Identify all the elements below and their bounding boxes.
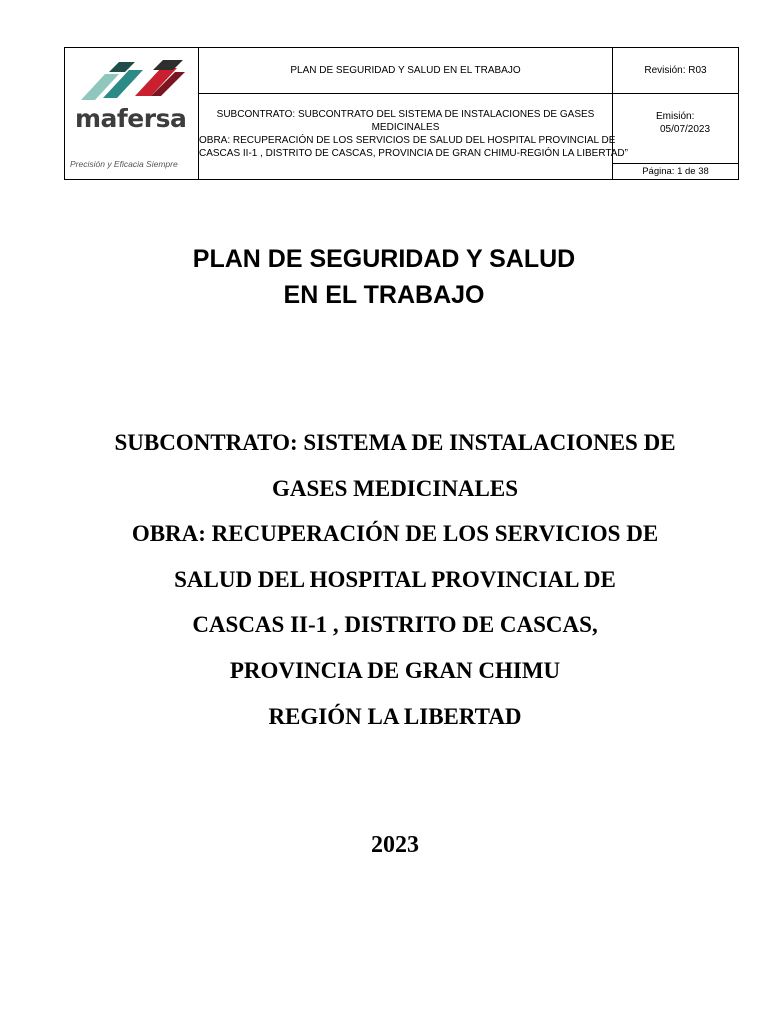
emission-date: 05/07/2023 [660, 124, 711, 135]
project-line: REGIÓN LA LIBERTAD [268, 703, 522, 729]
project-line: OBRA: RECUPERACIÓN DE LOS SERVICIOS DE [131, 521, 659, 547]
project-description [0, 420, 768, 739]
logo-cell [65, 48, 199, 179]
project-line: GASES MEDICINALES [271, 475, 519, 501]
logo-wordmark: mafersa [75, 104, 187, 133]
emission-label: Emisión: [656, 111, 695, 122]
main-title-line: PLAN DE SEGURIDAD Y SALUD [192, 245, 576, 273]
main-title [0, 241, 768, 313]
project-line: SUBCONTRATO: SISTEMA DE INSTALACIONES DE [114, 430, 676, 455]
project-line: PROVINCIA DE GRAN CHIMU [229, 657, 561, 683]
main-title-line: EN EL TRABAJO [283, 281, 485, 309]
header-page-number: Página: 1 de 38 [642, 166, 709, 177]
header-subcontract-line: OBRA: RECUPERACIÓN DE LOS SERVICIOS DE SALUD DEL HOSPITAL PROVINCIAL DE [199, 135, 616, 146]
document-header-table [64, 47, 739, 180]
header-emission [613, 94, 738, 164]
header-doc-title: PLAN DE SEGURIDAD Y SALUD EN EL TRABAJO [199, 48, 613, 94]
header-subcontract [199, 94, 628, 179]
logo-tagline: Precisión y Eficacia Siempre [70, 159, 178, 169]
project-line: SALUD DEL HOSPITAL PROVINCIAL DE [174, 566, 616, 592]
header-subcontract-line: SUBCONTRATO: SUBCONTRATO DEL SISTEMA DE INSTALACIONES DE GASES [216, 109, 595, 120]
project-line: CASCAS II-1 , DISTRITO DE CASCAS, [192, 612, 598, 638]
header-subcontract-line: CASCAS II-1 , DISTRITO DE CASCAS, PROVINCIA DE GRAN CHIMU-REGIÓN LA LIBERTAD” [199, 148, 628, 159]
header-subcontract-line: MEDICINALES [371, 122, 440, 133]
header-revision: Revisión: R03 [613, 48, 738, 94]
document-year: 2023 [371, 832, 419, 858]
